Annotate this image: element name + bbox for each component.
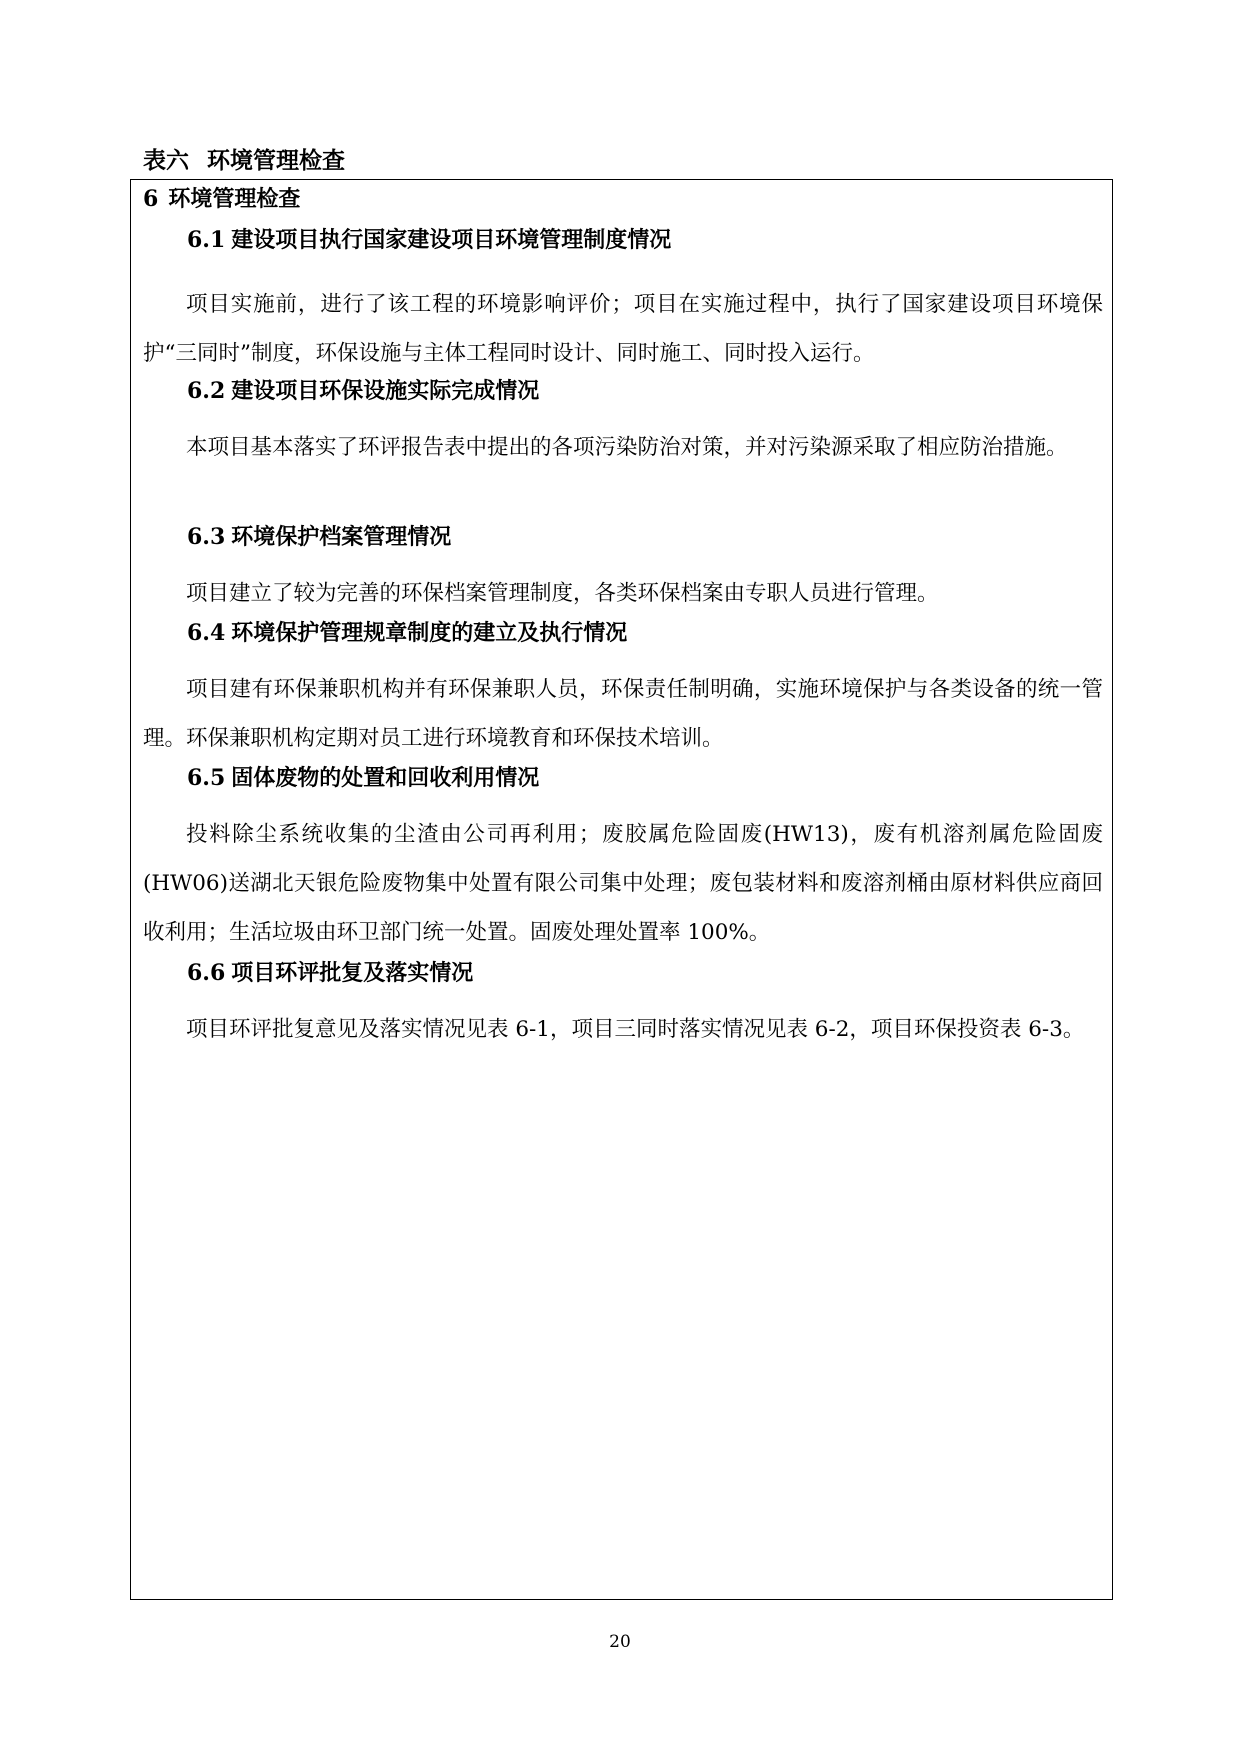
section-title: 项目环评批复及落实情况 <box>231 961 474 986</box>
section-number: 6.4 <box>187 620 226 646</box>
section-heading-6-2 <box>187 376 539 407</box>
content-table-cell <box>130 179 1113 1600</box>
section-body-6-4: 项目建有环保兼职机构并有环保兼职人员，环保责任制明确，实施环境保护与各类设备的统一管理。环保兼职机构定期对员工进行环境教育和环保技术培训。 <box>143 677 1103 751</box>
section-title: 固体废物的处置和回收利用情况 <box>231 766 540 791</box>
chapter-heading <box>143 184 300 215</box>
section-number: 6.3 <box>187 524 226 550</box>
section-body-6-1: 项目实施前，进行了该工程的环境影响评价；项目在实施过程中，执行了国家建设项目环境保护“三同时”制度，环保设施与主体工程同时设计、同时施工、同时投入运行。 <box>143 292 1103 366</box>
section-heading-6-1 <box>187 225 671 256</box>
table-caption <box>143 146 345 176</box>
chapter-title: 环境管理检查 <box>168 187 301 212</box>
section-title: 环境保护档案管理情况 <box>231 525 452 550</box>
section-title: 建设项目执行国家建设项目环境管理制度情况 <box>231 228 672 253</box>
section-body-6-5: 投料除尘系统收集的尘渣由公司再利用；废胶属危险固废(HW13)，废有机溶剂属危险固废(HW06)送湖北天银危险废物集中处置有限公司集中处理；废包装材料和废溶剂桶由原材料供应商回收利用；生活垃圾由环卫部门统一处置。固废处理处置率 100%。 <box>143 822 1103 945</box>
section-number: 6.6 <box>187 960 226 986</box>
section-heading-6-5 <box>187 763 539 794</box>
section-number: 6.2 <box>187 378 226 404</box>
section-body-6-2: 本项目基本落实了环评报告表中提出的各项污染防治对策，并对污染源采取了相应防治措施。 <box>186 435 1068 460</box>
caption-title: 环境管理检查 <box>207 148 345 174</box>
section-body-6-3: 项目建立了较为完善的环保档案管理制度，各类环保档案由专职人员进行管理。 <box>186 581 939 606</box>
section-title: 建设项目环保设施实际完成情况 <box>231 379 540 404</box>
section-heading-6-4 <box>187 618 627 649</box>
page-number: 20 <box>609 1632 631 1652</box>
section-title: 环境保护管理规章制度的建立及执行情况 <box>231 621 628 646</box>
section-number: 6.1 <box>187 227 226 253</box>
caption-label: 表六 <box>143 148 189 174</box>
section-heading-6-3 <box>187 522 451 553</box>
section-number: 6.5 <box>187 765 226 791</box>
section-heading-6-6 <box>187 958 473 989</box>
section-body-6-6: 项目环评批复意见及落实情况见表 6-1，项目三同时落实情况见表 6-2，项目环保投资表 6-3。 <box>186 1017 1085 1042</box>
chapter-number: 6 <box>143 186 159 212</box>
